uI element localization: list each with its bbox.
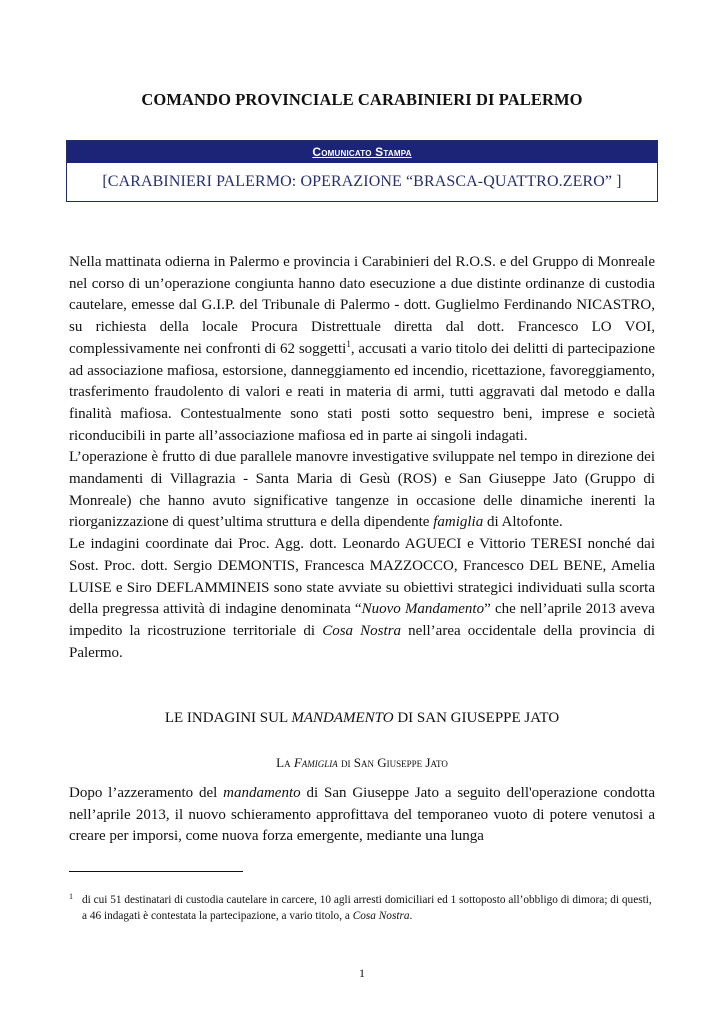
section-heading (0, 710, 724, 727)
paragraph-4-italic: mandamento (223, 785, 301, 801)
document-title: COMANDO PROVINCIALE CARABINIERI DI PALERMO (141, 90, 583, 109)
footnote-mark: 1 (69, 892, 73, 901)
paragraph-4 (69, 783, 655, 848)
paragraph-3-text: Le indagini coordinate dai Proc. Agg. dott. Leonardo AGUECI e Vittorio TERESI nonché dai Sost. Proc. dott. Sergio DEMONTIS, Francesca MAZZOCCO, Francesco DEL BENE, Amelia LUISE e Siro DEFLAMMINEIS sono state avviate su obiettivi strategici individuati sulla scorta della pregressa attività di indagine denominata “ (69, 536, 655, 618)
paragraph-1 (69, 252, 655, 447)
paragraph-2 (69, 447, 655, 534)
paragraph-3-italic-2: Cosa Nostra (322, 622, 402, 639)
paragraph-2-text: L’operazione è frutto di due parallele manovre investigative sviluppate nel tempo in direzione dei mandamenti di Villagrazia - Santa Maria di Gesù (ROS) e San Giuseppe Jato (Gruppo di Monreale) che hanno avuto significative tangenze in occasione delle dinamiche inerenti la riorganizzazione di quest’ultima struttura e della dipendente (69, 449, 655, 531)
footnote (69, 892, 657, 924)
body-text (69, 252, 655, 664)
paragraph-4-text: Dopo l’azzeramento del (69, 785, 224, 801)
footnote-separator (69, 871, 243, 872)
subsection-heading-text: La (276, 755, 294, 770)
paragraph-2-italic: famiglia (433, 514, 484, 531)
subsection-heading-text-cont: di San Giuseppe Jato (337, 755, 448, 770)
section-heading-italic: MANDAMENTO (291, 710, 394, 726)
subsection-heading-italic: Famiglia (293, 755, 338, 770)
footnote-text: di cui 51 destinatari di custodia cautelare in carcere, 10 agli arresti domiciliari ed 1 sottoposto all’obbligo di dimora; di questi, a 46 indagati è contestata la partecipazione, a vario titolo, a (82, 894, 652, 922)
page-number: 1 (359, 966, 365, 980)
paragraph-3 (69, 534, 655, 664)
paragraph-3-text-end: nell’area occidentale della provincia di Palermo. (69, 622, 655, 661)
paragraph-1-text-cont: , accusati a vario titolo dei delitti di partecipazione ad associazione mafiosa, estorsione, danneggiamento ed incendio, ricettazione, favoreggiamento, trasferimento fraudolento di valori e reati in materia di armi, tutti aggravati dal metodo e dalla finalità mafiosa. Contestualmente sono stati posti sotto sequestro beni, imprese e società riconducibili in parte all’associazione mafiosa ed in parte ai singoli indagati. (69, 340, 655, 444)
press-release-box (66, 140, 658, 202)
footnote-italic: Cosa Nostra (352, 910, 410, 922)
paragraph-1-text: Nella mattinata odierna in Palermo e provincia i Carabinieri del R.O.S. e del Gruppo di Monreale nel corso di un’operazione congiunta hanno dato esecuzione a due distinte ordinanze di custodia cautelare, emesse dal G.I.P. del Tribunale di Palermo - dott. Guglielmo Ferdinando NICASTRO, su richiesta della locale Procura Distrettuale diretta dal dott. Francesco LO VOI, complessivamente nei confronti di 62 soggetti (69, 254, 655, 357)
press-release-headline: [CARABINIERI PALERMO: OPERAZIONE “BRASCA-QUATTRO.ZERO” ] (102, 173, 622, 190)
paragraph-3-text-cont: ” che nell’aprile 2013 aveva impedito la ricostruzione territoriale di (69, 601, 655, 639)
paragraph-4-text-cont: di San Giuseppe Jato a seguito dell'operazione condotta nell’aprile 2013, il nuovo schieramento approfittava del temporaneo vuoto di potere venutosi a creare per imporsi, come nuova forza emergente, mediante una lunga (69, 785, 655, 845)
section-heading-text: LE INDAGINI SUL (164, 710, 292, 726)
press-release-label: Comunicato Stampa (67, 141, 657, 163)
section-heading-text-cont: DI SAN GIUSEPPE JATO (393, 710, 560, 726)
subsection-heading (0, 755, 724, 771)
paragraph-3-italic-1: Nuovo Mandamento (361, 601, 485, 618)
paragraph-2-text-cont: di Altofonte. (483, 514, 563, 531)
body-text-section (69, 783, 655, 848)
footnote-text-end: . (409, 910, 413, 922)
footnote-reference: 1 (346, 338, 351, 349)
